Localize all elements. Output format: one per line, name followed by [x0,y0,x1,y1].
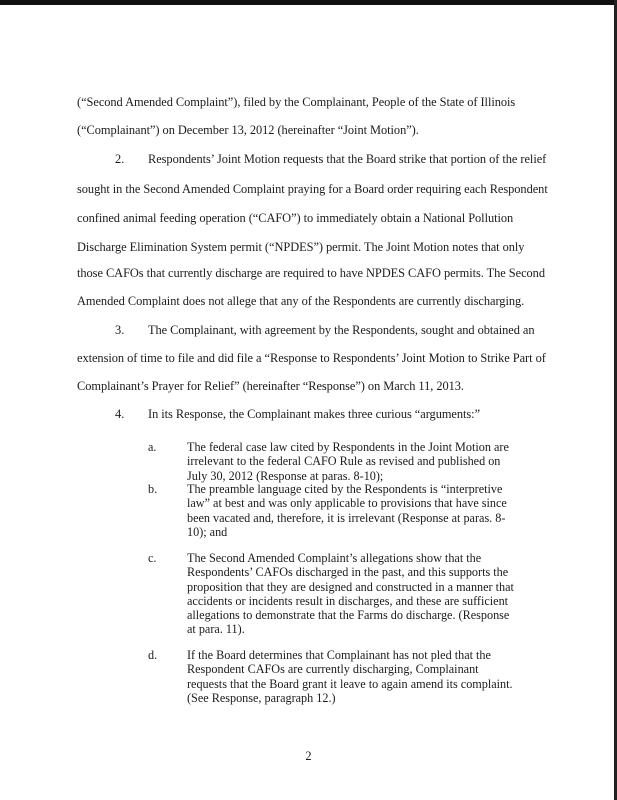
text-line: confined animal feeding operation (“CAFO”) to immediately obtain a National Pollution [77,211,514,225]
text-line: In its Response, the Complainant makes three curious “arguments:” [148,407,481,421]
paragraph-number: 3. [115,323,125,337]
list-item-label: c. [148,551,157,565]
list-item: The Second Amended Complaint’s allegations show that the Respondents’ CAFOs discharged in the past, and this supports the proposition that they are designed and constructed in a manner that accidents or incidents result in discharges, and these are sufficient allegations to demonstrate that the Farms do discharge. (Response at para. 11). [187,551,514,637]
text-line: Amended Complaint does not allege that any of the Respondents are currently discharging. [77,294,525,308]
text-line: (“Second Amended Complaint”), filed by the Complainant, People of the State of Illinois [77,95,516,109]
text-line: sought in the Second Amended Complaint praying for a Board order requiring each Respondent [77,182,548,196]
text-line: extension of time to file and did file a “Response to Respondents’ Joint Motion to Strike Part of [77,351,546,365]
text-line: Complainant’s Prayer for Relief” (hereinafter “Response”) on March 11, 2013. [77,379,464,393]
list-item: The preamble language cited by the Respondents is “interpretive law” at best and was only applicable to provisions that have since been vacated and, therefore, it is irrelevant (Response at paras. 8-10); and [187,482,507,539]
page-number: 2 [305,749,312,763]
list-item-label: b. [148,482,158,496]
paragraph-number: 4. [115,407,125,421]
list-item: If the Board determines that Complainant has not pled that the Respondent CAFOs are currently discharging, Complainant requests that the Board grant it leave to again amend its complaint. (See Response, paragraph 12.) [187,648,513,705]
list-item-label: d. [148,648,158,662]
list-item: The federal case law cited by Respondents in the Joint Motion are irrelevant to the federal CAFO Rule as revised and published on July 30, 2012 (Response at paras. 8-10); [187,440,509,483]
text-line: those CAFOs that currently discharge are required to have NPDES CAFO permits. The Second [77,266,545,280]
list-item-label: a. [148,440,157,454]
paragraph-number: 2. [115,152,125,166]
text-line: Discharge Elimination System permit (“NPDES”) permit. The Joint Motion notes that only [77,240,525,254]
text-line: The Complainant, with agreement by the Respondents, sought and obtained an [148,323,535,337]
text-line: (“Complainant”) on December 13, 2012 (hereinafter “Joint Motion”). [77,123,419,137]
text-line: Respondents’ Joint Motion requests that the Board strike that portion of the relief [148,152,547,166]
